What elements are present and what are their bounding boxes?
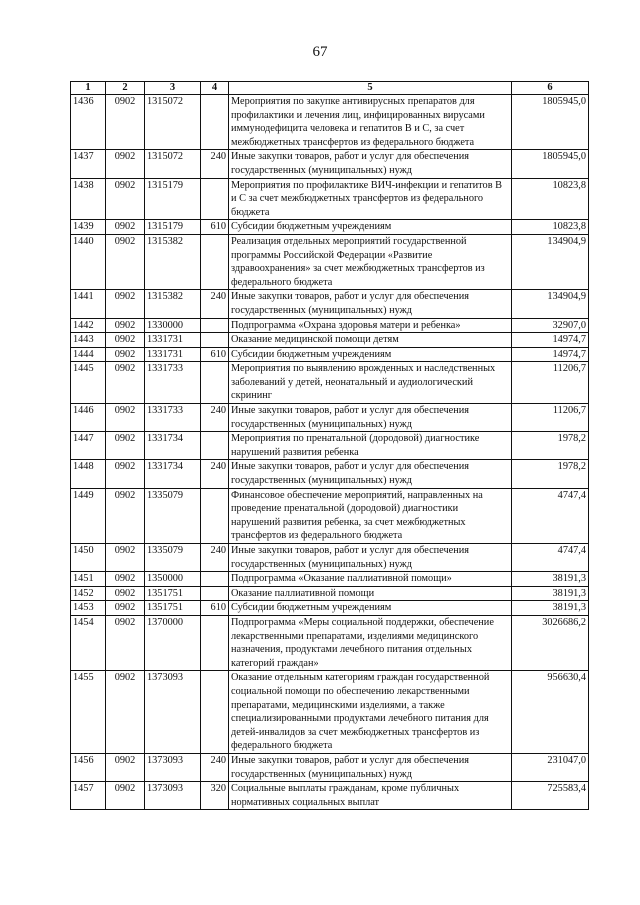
row-number: 1439 <box>71 220 106 235</box>
row-number: 1455 <box>71 671 106 754</box>
row-number: 1441 <box>71 290 106 318</box>
row-expense-type <box>201 333 229 348</box>
table-row <box>71 572 589 587</box>
table-row <box>71 615 589 670</box>
row-description: Иные закупки товаров, работ и услуг для обеспечения государственных (муниципальных) нужд <box>229 460 512 488</box>
row-number: 1454 <box>71 615 106 670</box>
row-expense-type: 320 <box>201 782 229 810</box>
row-amount: 10823,8 <box>512 220 589 235</box>
row-amount: 4747,4 <box>512 488 589 543</box>
row-section-code: 0902 <box>106 95 145 150</box>
table-row <box>71 753 589 781</box>
row-description: Субсидии бюджетным учреждениям <box>229 601 512 616</box>
row-description: Иные закупки товаров, работ и услуг для обеспечения государственных (муниципальных) нужд <box>229 753 512 781</box>
row-number: 1448 <box>71 460 106 488</box>
row-section-code: 0902 <box>106 615 145 670</box>
row-section-code: 0902 <box>106 220 145 235</box>
row-target-code: 1331731 <box>145 347 201 362</box>
row-target-code: 1351751 <box>145 586 201 601</box>
row-section-code: 0902 <box>106 290 145 318</box>
row-description: Реализация отдельных мероприятий государственной программы Российской Федерации «Развитие здравоохранения» за счет межбюджетных трансфертов из федерального бюджета <box>229 234 512 289</box>
row-section-code: 0902 <box>106 753 145 781</box>
row-number: 1453 <box>71 601 106 616</box>
row-amount: 956630,4 <box>512 671 589 754</box>
row-target-code: 1331734 <box>145 460 201 488</box>
row-expense-type: 610 <box>201 347 229 362</box>
row-section-code: 0902 <box>106 318 145 333</box>
row-target-code: 1370000 <box>145 615 201 670</box>
row-description: Иные закупки товаров, работ и услуг для обеспечения государственных (муниципальных) нужд <box>229 544 512 572</box>
row-target-code: 1335079 <box>145 488 201 543</box>
row-expense-type: 610 <box>201 220 229 235</box>
row-number: 1451 <box>71 572 106 587</box>
row-target-code: 1315179 <box>145 220 201 235</box>
row-expense-type <box>201 362 229 404</box>
row-amount: 725583,4 <box>512 782 589 810</box>
row-description: Иные закупки товаров, работ и услуг для обеспечения государственных (муниципальных) нужд <box>229 404 512 432</box>
row-amount: 38191,3 <box>512 586 589 601</box>
table-row <box>71 362 589 404</box>
row-description: Субсидии бюджетным учреждениям <box>229 220 512 235</box>
budget-table <box>70 81 589 810</box>
row-number: 1440 <box>71 234 106 289</box>
row-number: 1442 <box>71 318 106 333</box>
row-section-code: 0902 <box>106 333 145 348</box>
row-section-code: 0902 <box>106 544 145 572</box>
row-number: 1446 <box>71 404 106 432</box>
table-row <box>71 290 589 318</box>
row-section-code: 0902 <box>106 488 145 543</box>
row-target-code: 1331734 <box>145 432 201 460</box>
row-section-code: 0902 <box>106 178 145 220</box>
row-description: Оказание медицинской помощи детям <box>229 333 512 348</box>
row-target-code: 1351751 <box>145 601 201 616</box>
row-amount: 134904,9 <box>512 290 589 318</box>
row-target-code: 1331733 <box>145 404 201 432</box>
table-row <box>71 671 589 754</box>
table-row <box>71 432 589 460</box>
row-expense-type: 610 <box>201 601 229 616</box>
row-expense-type <box>201 432 229 460</box>
row-description: Подпрограмма «Оказание паллиативной помощи» <box>229 572 512 587</box>
table-row <box>71 318 589 333</box>
row-target-code: 1315072 <box>145 95 201 150</box>
row-number: 1450 <box>71 544 106 572</box>
table-row <box>71 586 589 601</box>
table-row <box>71 460 589 488</box>
row-expense-type: 240 <box>201 753 229 781</box>
table-row <box>71 178 589 220</box>
row-description: Мероприятия по пренатальной (дородовой) диагностике нарушений развития ребенка <box>229 432 512 460</box>
row-target-code: 1335079 <box>145 544 201 572</box>
row-amount: 38191,3 <box>512 572 589 587</box>
row-number: 1437 <box>71 150 106 178</box>
row-description: Оказание паллиативной помощи <box>229 586 512 601</box>
row-target-code: 1315382 <box>145 234 201 289</box>
header-col-3: 3 <box>145 82 201 95</box>
table-row <box>71 234 589 289</box>
row-section-code: 0902 <box>106 671 145 754</box>
header-col-2: 2 <box>106 82 145 95</box>
row-expense-type <box>201 488 229 543</box>
row-target-code: 1373093 <box>145 671 201 754</box>
row-expense-type: 240 <box>201 150 229 178</box>
row-expense-type <box>201 615 229 670</box>
row-amount: 1805945,0 <box>512 95 589 150</box>
row-description: Иные закупки товаров, работ и услуг для обеспечения государственных (муниципальных) нужд <box>229 290 512 318</box>
row-expense-type: 240 <box>201 290 229 318</box>
row-amount: 11206,7 <box>512 404 589 432</box>
row-target-code: 1315072 <box>145 150 201 178</box>
row-description: Мероприятия по выявлению врожденных и наследственных заболеваний у детей, неонатальный и аудиологический скрининг <box>229 362 512 404</box>
row-amount: 1978,2 <box>512 432 589 460</box>
row-section-code: 0902 <box>106 586 145 601</box>
row-number: 1452 <box>71 586 106 601</box>
row-amount: 10823,8 <box>512 178 589 220</box>
row-target-code: 1315179 <box>145 178 201 220</box>
row-amount: 1978,2 <box>512 460 589 488</box>
row-amount: 1805945,0 <box>512 150 589 178</box>
row-section-code: 0902 <box>106 460 145 488</box>
row-expense-type <box>201 586 229 601</box>
row-section-code: 0902 <box>106 601 145 616</box>
header-col-4: 4 <box>201 82 229 95</box>
row-section-code: 0902 <box>106 572 145 587</box>
row-description: Подпрограмма «Охрана здоровья матери и ребенка» <box>229 318 512 333</box>
row-expense-type <box>201 572 229 587</box>
row-description: Оказание отдельным категориям граждан государственной социальной помощи по обеспечению лекарственными препаратами, медицинскими изделиями, а также специализированными продуктами лечебного питания для детей-инвалидов за счет межбюджетных трансфертов из федерального бюджета <box>229 671 512 754</box>
table-row <box>71 404 589 432</box>
table-row <box>71 220 589 235</box>
row-expense-type <box>201 318 229 333</box>
row-section-code: 0902 <box>106 150 145 178</box>
header-col-6: 6 <box>512 82 589 95</box>
row-description: Субсидии бюджетным учреждениям <box>229 347 512 362</box>
row-section-code: 0902 <box>106 362 145 404</box>
row-target-code: 1350000 <box>145 572 201 587</box>
row-description: Финансовое обеспечение мероприятий, направленных на проведение пренатальной (дородовой) диагностики нарушений развития ребенка, за счет межбюджетных трансфертов из федерального бюджета <box>229 488 512 543</box>
table-row <box>71 544 589 572</box>
row-number: 1447 <box>71 432 106 460</box>
row-section-code: 0902 <box>106 432 145 460</box>
row-expense-type <box>201 178 229 220</box>
row-description: Иные закупки товаров, работ и услуг для обеспечения государственных (муниципальных) нужд <box>229 150 512 178</box>
row-amount: 14974,7 <box>512 333 589 348</box>
row-amount: 11206,7 <box>512 362 589 404</box>
table-header-row <box>71 82 589 95</box>
page-number: 67 <box>312 44 328 60</box>
table-row <box>71 347 589 362</box>
row-section-code: 0902 <box>106 347 145 362</box>
row-amount: 38191,3 <box>512 601 589 616</box>
header-col-1: 1 <box>71 82 106 95</box>
row-expense-type <box>201 234 229 289</box>
row-amount: 32907,0 <box>512 318 589 333</box>
row-expense-type <box>201 671 229 754</box>
row-target-code: 1373093 <box>145 782 201 810</box>
row-description: Подпрограмма «Меры социальной поддержки, обеспечение лекарственными препаратами, изделиями медицинского назначения, продуктами лечебного питания отдельных категорий граждан» <box>229 615 512 670</box>
row-description: Социальные выплаты гражданам, кроме публичных нормативных социальных выплат <box>229 782 512 810</box>
row-number: 1456 <box>71 753 106 781</box>
row-description: Мероприятия по закупке антивирусных препаратов для профилактики и лечения лиц, инфицированных вирусами иммунодефицита человека и гепатитов В и С, за счет межбюджетных трансфертов из федерального бюджета <box>229 95 512 150</box>
row-amount: 231047,0 <box>512 753 589 781</box>
row-section-code: 0902 <box>106 234 145 289</box>
row-expense-type <box>201 95 229 150</box>
row-number: 1436 <box>71 95 106 150</box>
header-col-5: 5 <box>229 82 512 95</box>
row-expense-type: 240 <box>201 404 229 432</box>
row-number: 1443 <box>71 333 106 348</box>
row-number: 1438 <box>71 178 106 220</box>
row-number: 1457 <box>71 782 106 810</box>
row-description: Мероприятия по профилактике ВИЧ-инфекции и гепатитов В и С за счет межбюджетных трансфертов из федерального бюджета <box>229 178 512 220</box>
row-amount: 4747,4 <box>512 544 589 572</box>
row-target-code: 1330000 <box>145 318 201 333</box>
row-section-code: 0902 <box>106 404 145 432</box>
row-target-code: 1331731 <box>145 333 201 348</box>
table-row <box>71 601 589 616</box>
table-row <box>71 488 589 543</box>
row-number: 1449 <box>71 488 106 543</box>
row-target-code: 1331733 <box>145 362 201 404</box>
row-amount: 134904,9 <box>512 234 589 289</box>
table-row <box>71 95 589 150</box>
table-row <box>71 782 589 810</box>
row-amount: 3026686,2 <box>512 615 589 670</box>
row-target-code: 1315382 <box>145 290 201 318</box>
table-row <box>71 150 589 178</box>
row-target-code: 1373093 <box>145 753 201 781</box>
table-row <box>71 333 589 348</box>
row-amount: 14974,7 <box>512 347 589 362</box>
row-expense-type: 240 <box>201 544 229 572</box>
row-expense-type: 240 <box>201 460 229 488</box>
row-section-code: 0902 <box>106 782 145 810</box>
row-number: 1444 <box>71 347 106 362</box>
row-number: 1445 <box>71 362 106 404</box>
